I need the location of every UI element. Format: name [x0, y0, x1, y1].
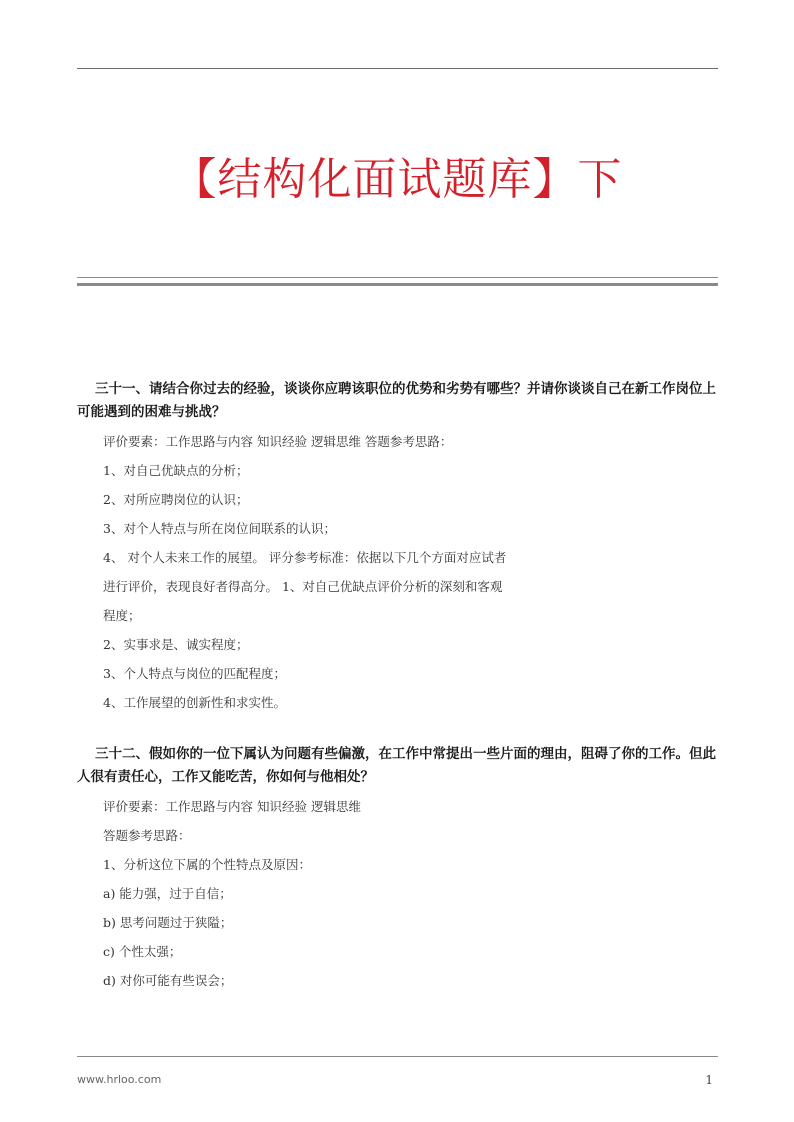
answer-line: c) 个性太强； [103, 944, 182, 959]
answer-line: 评价要素：工作思路与内容 知识经验 逻辑思维 答题参考思路： [103, 434, 453, 449]
answer-line: b) 思考问题过于狭隘； [103, 915, 233, 930]
answer-line: 进行评价，表现良好者得高分。 1、对自己优缺点评价分析的深刻和客观 [103, 579, 503, 594]
question-title [77, 378, 723, 424]
answer-line: d) 对你可能有些误会； [103, 973, 233, 988]
title-rule-thin [77, 277, 718, 278]
section-gap [103, 717, 723, 743]
answer-line: 1、对自己优缺点的分析； [103, 463, 249, 478]
answer-line: 4、工作展望的创新性和求实性。 [103, 695, 286, 710]
footer-rule [77, 1056, 718, 1057]
question-title-line: 可能遇到的困难与挑战？ [77, 404, 226, 420]
question-title [77, 743, 723, 789]
answer-block [103, 792, 723, 995]
answer-line: 3、个人特点与岗位的匹配程度； [103, 666, 286, 681]
page-number: 1 [705, 1073, 713, 1087]
question-title-line: 三十一、请结合你过去的经验，谈谈你应聘该职位的优势和劣势有哪些？并请你谈谈自己在新工作岗位上 [95, 381, 716, 397]
question-title-line: 三十二、假如你的一位下属认为问题有些偏激，在工作中常提出一些片面的理由，阻碍了你的工作。但此 [95, 746, 716, 762]
answer-line: 评价要素：工作思路与内容 知识经验 逻辑思维 [103, 799, 361, 814]
answer-block [103, 427, 723, 717]
answer-line: 4、 对个人未来工作的展望。 评分参考标准：依据以下几个方面对应试者 [103, 550, 507, 565]
question-title-line: 人很有责任心，工作又能吃苦，你如何与他相处？ [77, 769, 374, 785]
document-title: 【结构化面试题库】下 [172, 154, 623, 205]
answer-line: 2、对所应聘岗位的认识； [103, 492, 249, 507]
answer-line: 3、对个人特点与所在岗位间联系的认识； [103, 521, 336, 536]
document-body [77, 378, 723, 995]
answer-line: 2、实事求是、诚实程度； [103, 637, 249, 652]
footer-url: www.hrloo.com [77, 1073, 162, 1086]
answer-line: 程度； [103, 608, 141, 623]
answer-line: 答题参考思路： [103, 828, 191, 843]
answer-line: a) 能力强，过于自信； [103, 886, 232, 901]
title-rule-thick [77, 283, 718, 286]
answer-line: 1、分析这位下属的个性特点及原因： [103, 857, 311, 872]
header-rule [77, 68, 718, 69]
